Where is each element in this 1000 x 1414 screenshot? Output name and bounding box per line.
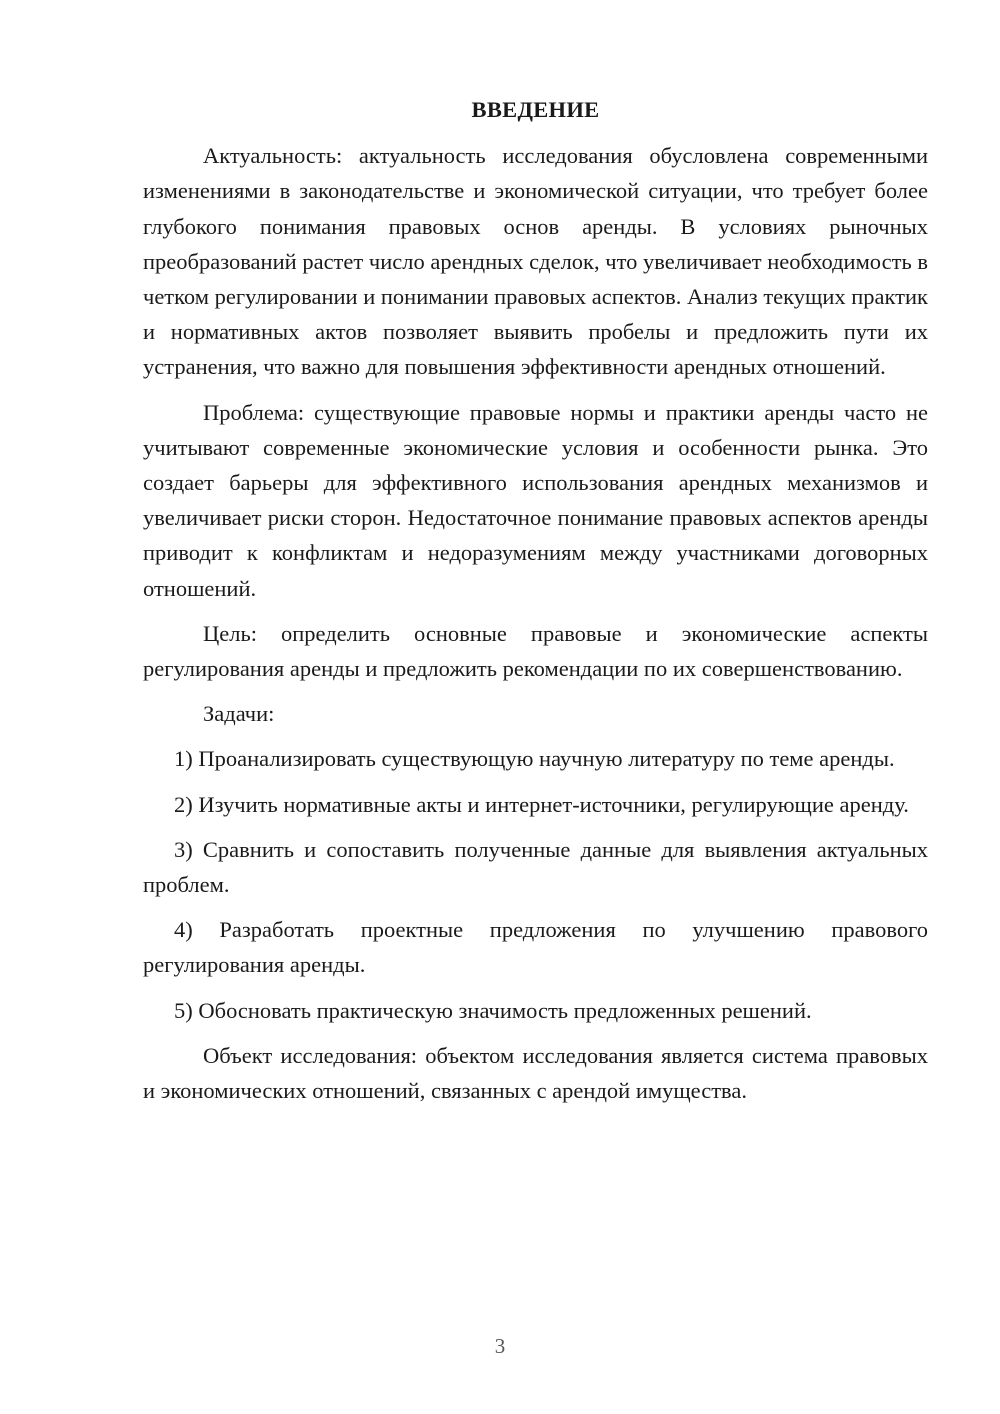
- relevance-paragraph: Актуальность: актуальность исследования обусловлена современными изменениями в законодательстве и экономической ситуации, что требует более глубокого понимания правовых основ аренды. В условиях рыночных преобразований растет число арендных сделок, что увеличивает необходимость в четком регулировании и понимании правовых аспектов. Анализ текущих практик и нормативных актов позволяет выявить пробелы и предложить пути их устранения, что важно для повышения эффективности арендных отношений.: [143, 143, 928, 380]
- object-paragraph: Объект исследования: объектом исследования является система правовых и экономических отношений, связанных с арендой имущества.: [143, 1042, 928, 1104]
- task-item: 3) Сравнить и сопоставить полученные данные для выявления актуальных проблем.: [143, 836, 928, 898]
- task-item: 1) Проанализировать существующую научную литературу по теме аренды.: [174, 746, 895, 772]
- problem-paragraph: Проблема: существующие правовые нормы и практики аренды часто не учитывают современные экономические условия и особенности рынка. Это создает барьеры для эффективного использования арендных механизмов и увеличивает риски сторон. Недостаточное понимание правовых аспектов аренды приводит к конфликтам и недоразумениям между участниками договорных отношений.: [143, 399, 928, 601]
- page-number: 3: [494, 1334, 506, 1358]
- tasks-heading: Задачи:: [203, 701, 275, 727]
- goal-paragraph: Цель: определить основные правовые и экономические аспекты регулирования аренды и предложить рекомендации по их совершенствованию.: [143, 620, 928, 682]
- task-item: 5) Обосновать практическую значимость предложенных решений.: [174, 997, 812, 1023]
- task-item: 4) Разработать проектные предложения по улучшению правового регулирования аренды.: [143, 917, 928, 978]
- section-title: ВВЕДЕНИЕ: [471, 97, 600, 122]
- document-page: [143, 92, 928, 1118]
- task-item: 2) Изучить нормативные акты и интернет-источники, регулирующие аренду.: [174, 791, 909, 817]
